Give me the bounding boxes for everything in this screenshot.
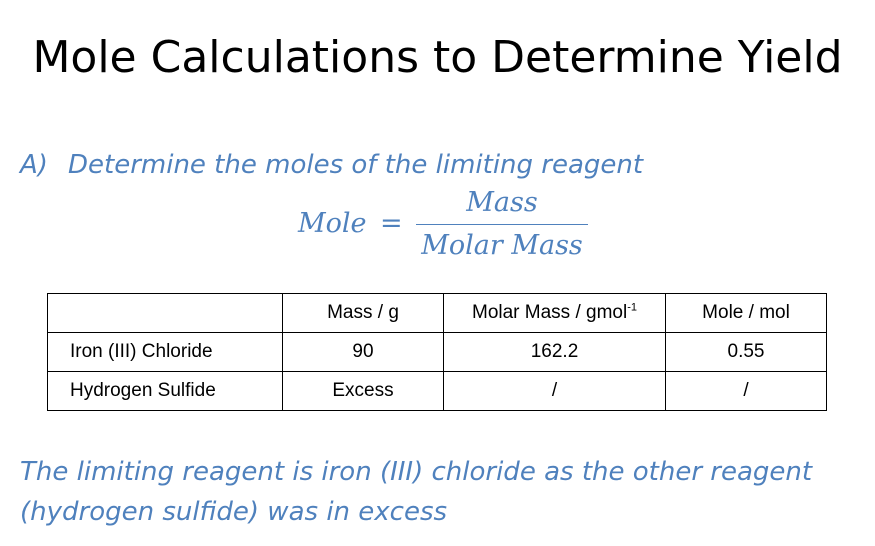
equation-denominator: Molar Mass xyxy=(421,230,583,261)
table-header-row xyxy=(48,294,827,333)
conclusion-line: The limiting reagent is iron (III) chloride as the other reagent xyxy=(20,457,813,487)
table-cell: 162.2 xyxy=(444,333,666,372)
equation-numerator: Mass xyxy=(466,187,538,218)
equation-lhs: Mole xyxy=(298,208,367,239)
table-row xyxy=(48,333,827,372)
table-row xyxy=(48,372,827,411)
table-cell: / xyxy=(444,372,666,411)
step-letter: A) xyxy=(20,150,48,180)
conclusion-line: (hydrogen sulfide) was in excess xyxy=(20,497,448,527)
table-cell: 0.55 xyxy=(666,333,827,372)
step-heading xyxy=(20,150,643,180)
unit-superscript: -1 xyxy=(627,301,637,314)
fraction-bar xyxy=(416,224,588,225)
table-header-cell xyxy=(48,294,283,333)
table-header-cell xyxy=(444,294,666,333)
molar-mass-header-text: Molar Mass / gmol xyxy=(472,302,628,323)
table-header-cell: Mole / mol xyxy=(666,294,827,333)
step-text: Determine the moles of the limiting reagent xyxy=(68,150,644,180)
table-cell: / xyxy=(666,372,827,411)
table-header-cell: Mass / g xyxy=(283,294,444,333)
table-cell: Hydrogen Sulfide xyxy=(48,372,283,411)
equation-fraction xyxy=(416,186,588,263)
table-cell: 90 xyxy=(283,333,444,372)
table-cell: Iron (III) Chloride xyxy=(48,333,283,372)
data-table xyxy=(47,293,827,411)
slide-title: Mole Calculations to Determine Yield xyxy=(32,32,843,83)
conclusion-text xyxy=(20,452,860,532)
equation-equals: = xyxy=(380,208,403,239)
table-cell: Excess xyxy=(283,372,444,411)
